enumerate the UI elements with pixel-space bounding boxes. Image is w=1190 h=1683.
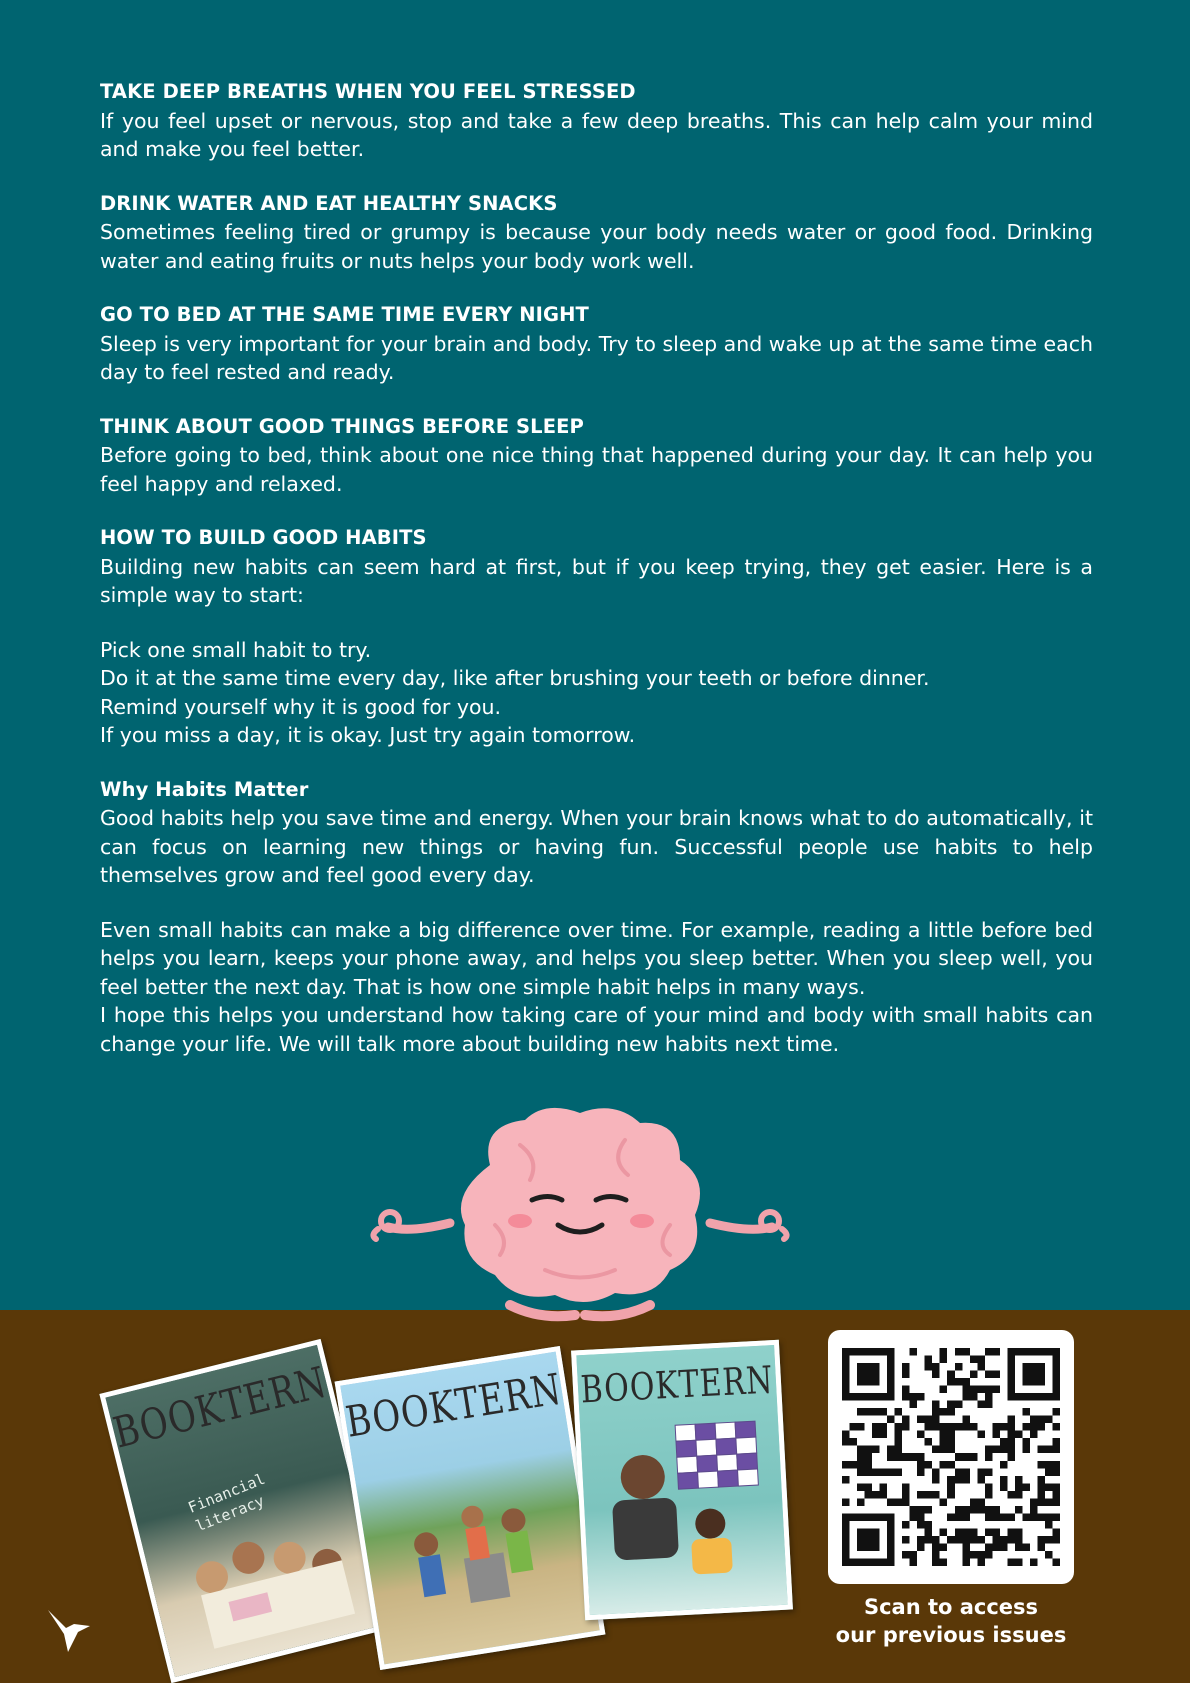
qr-caption <box>820 1593 1082 1649</box>
section-why-habits <box>100 776 1093 890</box>
section-bedtime <box>100 301 1093 387</box>
section-heading: TAKE DEEP BREATHS WHEN YOU FEEL STRESSED <box>100 80 636 103</box>
magazine-cover-math[interactable] <box>571 1340 793 1621</box>
section-heading: GO TO BED AT THE SAME TIME EVERY NIGHT <box>100 303 589 326</box>
section-heading: THINK ABOUT GOOD THINGS BEFORE SLEEP <box>100 414 584 438</box>
publisher-logo <box>44 1606 94 1656</box>
magazine-cover-cleanup[interactable] <box>335 1346 606 1670</box>
section-water-snacks <box>100 190 1093 276</box>
brain-icon <box>370 1105 790 1335</box>
habit-step: Do it at the same time every day, like after brushing your teeth or before dinner. <box>100 666 930 690</box>
section-closing <box>100 916 1093 1059</box>
section-good-things <box>100 413 1093 499</box>
section-deep-breaths <box>100 78 1093 164</box>
qr-code-icon[interactable] <box>842 1348 1060 1566</box>
cover-subtitle: Financial literacy <box>185 1469 268 1536</box>
section-text: Sometimes feeling tired or grumpy is because your body needs water or good food. Drinking water and eating fruits or nuts helps your body work well. <box>100 220 1093 273</box>
closing-text: Even small habits can make a big difference over time. For example, reading a little before bed helps you learn, keeps your phone away, and helps you sleep better. When you sleep well, you feel better the next day. That is how one simple habit helps in many ways. <box>100 917 1093 999</box>
article-body <box>100 78 1093 1084</box>
cover-title: BOOKTERN <box>108 1357 332 1459</box>
closing-text: I hope this helps you understand how taking care of your mind and body with small habits can change your life. We will talk more about building new habits next time. <box>100 1003 1093 1056</box>
bird-logo-icon <box>44 1606 94 1656</box>
section-text: Good habits help you save time and energy. When your brain knows what to do automatically, it can focus on learning new things or having fun. Successful people use habits to help themselves grow and feel good every day. <box>100 806 1093 887</box>
section-text: Before going to bed, think about one nice thing that happened during your day. It can help you feel happy and relaxed. <box>100 443 1093 496</box>
cover-illustration-icon <box>340 1352 599 1665</box>
meditating-brain-illustration <box>370 1105 790 1335</box>
qr-caption-line: Scan to access <box>863 1595 1039 1619</box>
section-heading: DRINK WATER AND EAT HEALTHY SNACKS <box>100 191 558 215</box>
section-text: If you feel upset or nervous, stop and take a few deep breaths. This can help calm your mind and make you feel better. <box>100 108 1093 161</box>
habit-steps <box>100 636 1093 750</box>
habit-step: Remind yourself why it is good for you. <box>100 694 502 719</box>
qr-code-card[interactable] <box>828 1330 1074 1584</box>
cover-title: BOOKTERN <box>342 1364 566 1448</box>
section-text: Building new habits can seem hard at first, but if you keep trying, they get easier. Here is a simple way to start: <box>100 554 1093 607</box>
habit-step: Pick one small habit to try. <box>100 637 372 662</box>
section-heading: Why Habits Matter <box>100 777 309 801</box>
cover-title: BOOKTERN <box>579 1358 775 1413</box>
qr-caption-line: our previous issues <box>835 1623 1067 1647</box>
section-text: Sleep is very important for your brain and body. Try to sleep and wake up at the same time each day to feel rested and ready. <box>100 331 1093 384</box>
section-build-habits <box>100 524 1093 610</box>
habit-step: If you miss a day, it is okay. Just try again tomorrow. <box>100 723 636 747</box>
cover-illustration-icon <box>576 1345 787 1615</box>
section-heading: HOW TO BUILD GOOD HABITS <box>100 526 427 549</box>
